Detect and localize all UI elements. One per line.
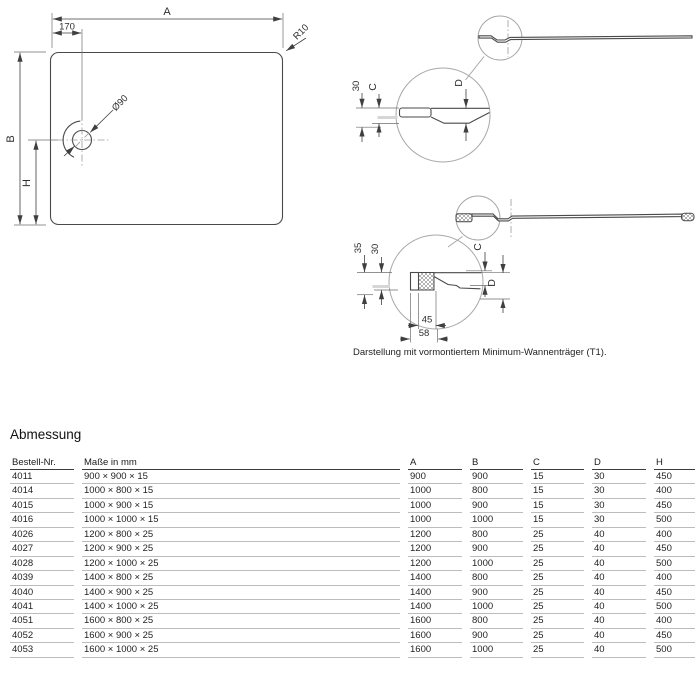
- table-cell: 15: [531, 499, 584, 513]
- table-cell: 900: [470, 629, 523, 643]
- dim-label-c: C: [367, 83, 379, 91]
- table-cell: 1000: [408, 484, 462, 498]
- table-cell: 15: [531, 484, 584, 498]
- table-cell: 1000 × 1000 × 15: [82, 513, 400, 527]
- table-cell: 800: [470, 614, 523, 628]
- table-cell: 25: [531, 542, 584, 556]
- table-cell: 1200 × 900 × 25: [82, 542, 400, 556]
- table-cell: 900: [470, 542, 523, 556]
- table-cell: 40: [592, 557, 646, 571]
- table-cell: 1400: [408, 586, 462, 600]
- table-cell: 500: [654, 600, 695, 614]
- table-cell: 30: [592, 513, 646, 527]
- section-view-carrier: [353, 196, 694, 343]
- table-cell: 1000 × 900 × 15: [82, 499, 400, 513]
- table-cell: 450: [654, 586, 695, 600]
- dim-label-45: 45: [421, 314, 433, 326]
- table-cell: 15: [531, 470, 584, 484]
- dim-label-diameter: Ø90: [109, 92, 131, 114]
- table-cell: 450: [654, 542, 695, 556]
- tray-profile: [472, 214, 682, 221]
- table-cell: 1000: [470, 557, 523, 571]
- table-row: [10, 499, 695, 513]
- table-row: [10, 542, 695, 556]
- table-cell: 25: [531, 643, 584, 657]
- table-cell: 25: [531, 600, 584, 614]
- table-cell: 40: [592, 528, 646, 542]
- table-cell: 4015: [10, 499, 74, 513]
- table-row: [10, 600, 695, 614]
- dim-label-c: C: [472, 243, 484, 251]
- top-view-drawing: [5, 6, 311, 225]
- column-header: D: [592, 454, 646, 470]
- table-cell: 4041: [10, 600, 74, 614]
- tray-profile: [479, 36, 692, 42]
- table-cell: 4051: [10, 614, 74, 628]
- dim-label-30: 30: [370, 243, 381, 255]
- table-cell: 25: [531, 629, 584, 643]
- table-row: [10, 513, 695, 527]
- table-cell: 4027: [10, 542, 74, 556]
- carrier-block: [419, 273, 435, 291]
- table-cell: 4053: [10, 643, 74, 657]
- table-cell: 4011: [10, 470, 74, 484]
- table-cell: 1600 × 800 × 25: [82, 614, 400, 628]
- table-cell: 1000: [470, 600, 523, 614]
- table-cell: 500: [654, 513, 695, 527]
- table-cell: 1000: [408, 513, 462, 527]
- table-cell: 25: [531, 614, 584, 628]
- table-cell: 1400 × 900 × 25: [82, 586, 400, 600]
- dim-label-d: D: [453, 79, 465, 87]
- dim-label-a: A: [163, 6, 171, 18]
- table-cell: 4014: [10, 484, 74, 498]
- table-cell: 400: [654, 484, 695, 498]
- table-cell: 4028: [10, 557, 74, 571]
- dim-label-170: 170: [59, 21, 75, 33]
- dim-label-30: 30: [351, 80, 362, 92]
- table-row: [10, 557, 695, 571]
- table-cell: 40: [592, 614, 646, 628]
- table-cell: 25: [531, 528, 584, 542]
- column-header: B: [470, 454, 523, 470]
- table-row: [10, 571, 695, 585]
- dim-label-h: H: [21, 179, 33, 187]
- table-header-row: [10, 454, 695, 470]
- column-header: Bestell-Nr.: [10, 454, 74, 470]
- table-cell: 1600: [408, 643, 462, 657]
- table-cell: 30: [592, 499, 646, 513]
- table-cell: 4039: [10, 571, 74, 585]
- table-cell: 450: [654, 470, 695, 484]
- table-cell: 900: [470, 470, 523, 484]
- table-cell: 1600 × 1000 × 25: [82, 643, 400, 657]
- table-cell: 400: [654, 571, 695, 585]
- table-body: [10, 470, 695, 658]
- table-cell: 900: [470, 586, 523, 600]
- table-cell: 4052: [10, 629, 74, 643]
- table-cell: 900: [408, 470, 462, 484]
- table-cell: 400: [654, 614, 695, 628]
- table-row: [10, 614, 695, 628]
- table-cell: 1000: [408, 499, 462, 513]
- table-cell: 1200 × 800 × 25: [82, 528, 400, 542]
- column-header: H: [654, 454, 695, 470]
- rim-lip: [400, 108, 432, 117]
- table-cell: 1200 × 1000 × 25: [82, 557, 400, 571]
- carrier-block-small: [456, 214, 472, 222]
- table-cell: 500: [654, 643, 695, 657]
- table-cell: 40: [592, 542, 646, 556]
- section-view-plain: [351, 16, 692, 162]
- table-cell: 4026: [10, 528, 74, 542]
- table-row: [10, 586, 695, 600]
- table-cell: 800: [470, 571, 523, 585]
- column-header: A: [408, 454, 462, 470]
- table-row: [10, 528, 695, 542]
- table-row: [10, 643, 695, 657]
- table-cell: 40: [592, 629, 646, 643]
- dim-label-35: 35: [353, 242, 364, 254]
- table-cell: 1600: [408, 614, 462, 628]
- table-cell: 25: [531, 557, 584, 571]
- table-cell: 40: [592, 586, 646, 600]
- table-cell: 900: [470, 499, 523, 513]
- table-cell: 800: [470, 528, 523, 542]
- carrier-block-right: [682, 213, 695, 221]
- table-cell: 4040: [10, 586, 74, 600]
- table-cell: 500: [654, 557, 695, 571]
- column-header: C: [531, 454, 584, 470]
- table-cell: 1400: [408, 600, 462, 614]
- table-row: [10, 629, 695, 643]
- table-cell: 800: [470, 484, 523, 498]
- table-cell: 40: [592, 571, 646, 585]
- table-cell: 40: [592, 643, 646, 657]
- section-title: Abmessung: [10, 427, 82, 442]
- table-cell: 1600: [408, 629, 462, 643]
- table-cell: 1400 × 800 × 25: [82, 571, 400, 585]
- table-cell: 1000: [470, 513, 523, 527]
- column-header: Maße in mm: [82, 454, 400, 470]
- table-cell: 1200: [408, 542, 462, 556]
- table-cell: 1400: [408, 571, 462, 585]
- table-cell: 40: [592, 600, 646, 614]
- drawing-caption: Darstellung mit vormontiertem Minimum-Wannenträger (T1).: [353, 347, 607, 358]
- table-cell: 1000: [470, 643, 523, 657]
- dim-label-58: 58: [418, 328, 430, 339]
- rim-edge: [411, 273, 419, 291]
- dim-label-r10: R10: [291, 22, 312, 43]
- table-cell: 1400 × 1000 × 25: [82, 600, 400, 614]
- table-row: [10, 470, 695, 484]
- table-cell: 25: [531, 571, 584, 585]
- table-cell: 15: [531, 513, 584, 527]
- table-cell: 1200: [408, 557, 462, 571]
- table-row: [10, 484, 695, 498]
- table-cell: 30: [592, 470, 646, 484]
- table-cell: 1200: [408, 528, 462, 542]
- dim-label-d: D: [486, 279, 498, 287]
- table-cell: 25: [531, 586, 584, 600]
- table-cell: 4016: [10, 513, 74, 527]
- table-cell: 400: [654, 528, 695, 542]
- table-cell: 1000 × 800 × 15: [82, 484, 400, 498]
- table-cell: 450: [654, 629, 695, 643]
- table-cell: 30: [592, 484, 646, 498]
- table-cell: 900 × 900 × 15: [82, 470, 400, 484]
- dim-label-b: B: [5, 135, 17, 143]
- dimensions-table: [10, 454, 695, 658]
- table-cell: 1600 × 900 × 25: [82, 629, 400, 643]
- table-cell: 450: [654, 499, 695, 513]
